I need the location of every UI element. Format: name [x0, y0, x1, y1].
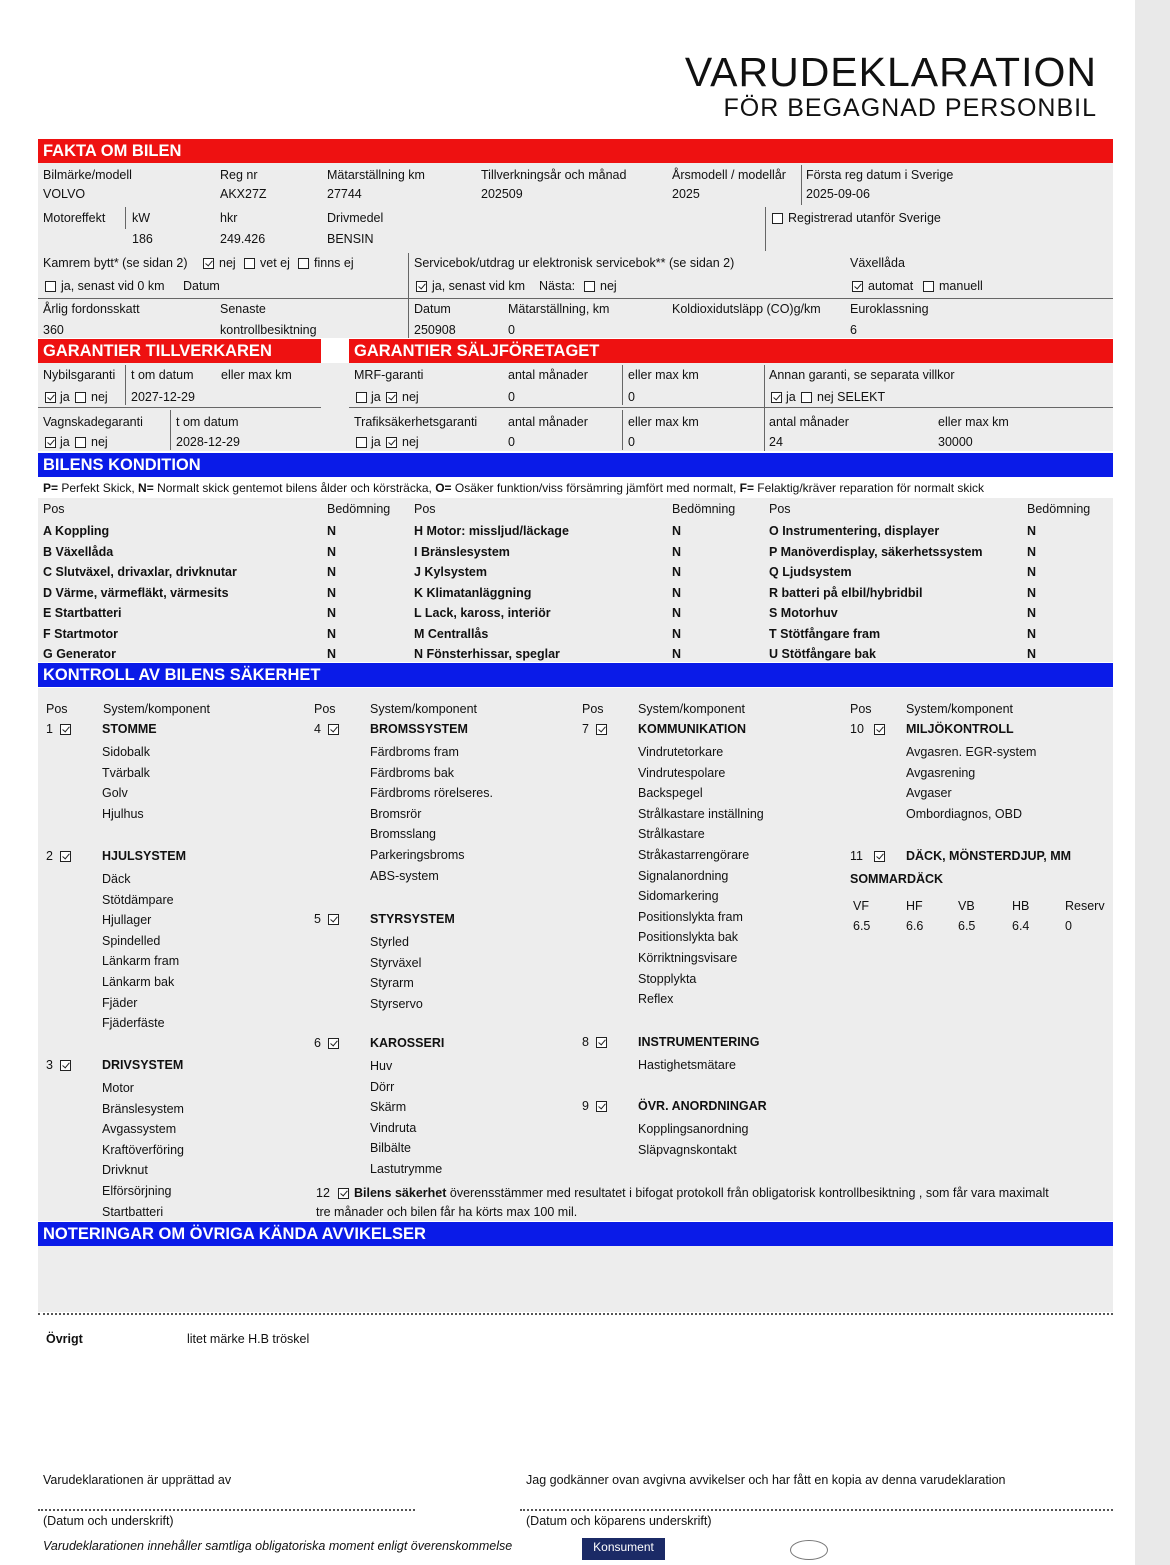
sakerhet-ovr-title: ÖVR. ANORDNINGAR — [638, 1099, 767, 1113]
mrf-nej-checkbox[interactable] — [386, 392, 397, 403]
model-year-label: Årsmodell / modellår — [672, 168, 786, 182]
sakerhet-styr-item: Styrservo — [370, 996, 423, 1011]
sakerhet-komm-item: Positionslykta fram — [638, 909, 743, 924]
insp-km-value: 0 — [508, 323, 515, 337]
euro-label: Euroklassning — [850, 302, 929, 316]
kondition-grade: N — [327, 647, 337, 661]
sakerhet-instr-pos: 8 — [582, 1035, 589, 1049]
kondition-grade-header: Bedömning — [672, 502, 736, 516]
kw-label: kW — [132, 211, 151, 225]
sakerhet-pos-header: Pos — [314, 702, 336, 716]
kondition-item: K Klimatanläggning — [414, 585, 532, 600]
dack-col-hb: HB — [1012, 899, 1030, 913]
servicebok-nej-label: nej — [600, 279, 617, 293]
vagnskada-tom-label: t om datum — [176, 415, 239, 429]
nybil-nej-checkbox[interactable] — [75, 392, 86, 403]
sakerhet-kaross-title: KAROSSERI — [370, 1036, 445, 1050]
servicebok-nej-checkbox[interactable] — [584, 281, 595, 292]
kondition-pos-header: Pos — [414, 502, 436, 516]
sakerhet-komm-item: Positionslykta bak — [638, 930, 739, 945]
mrf-ja-label: ja — [371, 390, 381, 404]
kondition-grade: N — [1027, 626, 1037, 641]
sakerhet-stomme-pos: 1 — [46, 722, 53, 736]
footer-left-label: Varudeklarationen är upprättad av — [43, 1473, 232, 1487]
p12-pos: 12 — [316, 1186, 330, 1200]
sakerhet-styr-title: STYRSYSTEM — [370, 912, 455, 926]
sakerhet-instr-title: INSTRUMENTERING — [638, 1035, 760, 1049]
footer-right-label: Jag godkänner ovan avgivna avvikelser och har fått en kopia av denna varudeklaration — [526, 1473, 1006, 1487]
sakerhet-stomme-item: Sidobalk — [102, 745, 150, 759]
sakerhet-styr-checkbox[interactable] — [328, 914, 339, 925]
sakerhet-miljo-item: Avgasrening — [906, 765, 976, 780]
kondition-grade: N — [672, 606, 682, 620]
sakerhet-hjul-item: Hjullager — [102, 913, 152, 928]
sakerhet-hjul-checkbox[interactable] — [60, 851, 71, 862]
kamrem-label: Kamrem bytt* (se sidan 2) — [43, 256, 188, 270]
sakerhet-komm-item: Strålkastare inställning — [638, 806, 764, 821]
sakerhet-hjul-item: Stötdämpare — [102, 892, 174, 907]
servicebok-nasta-label: Nästa: — [539, 279, 576, 293]
insp-date-label: Datum — [414, 302, 451, 316]
document-title: VARUDEKLARATION — [684, 49, 1097, 95]
kondition-item: U Stötfångare bak — [769, 647, 876, 661]
kamrem-nej-checkbox[interactable] — [203, 258, 214, 269]
power-label: Motoreffekt — [43, 211, 106, 225]
sakerhet-system-header: System/komponent — [906, 702, 1013, 716]
euro-value: 6 — [850, 323, 857, 337]
sakerhet-driv-pos: 3 — [46, 1058, 53, 1072]
kondition-item: S Motorhuv — [769, 606, 838, 620]
trafik-months-value: 0 — [508, 435, 515, 449]
mrf-km-value: 0 — [628, 390, 635, 404]
p12-text: Bilens säkerhet överensstämmer med resultatet i bifogat protokoll från obligatorisk kontrollbesiktning , som får vara maximalt — [354, 1186, 1049, 1200]
nybil-date: 2027-12-29 — [131, 390, 195, 404]
p12-text-2: tre månader och bilen får ha körts max 100 mil. — [316, 1205, 578, 1219]
sakerhet-miljo-pos: 10 — [850, 722, 864, 736]
reg-label: Reg nr — [220, 168, 258, 182]
hkr-value: 249.426 — [220, 232, 266, 246]
kondition-item: O Instrumentering, displayer — [769, 524, 940, 538]
sakerhet-stomme-title: STOMME — [102, 722, 157, 736]
sakerhet-pos-header: Pos — [46, 702, 68, 716]
sakerhet-kaross-pos: 6 — [314, 1036, 321, 1050]
mrf-months-value: 0 — [508, 390, 515, 404]
servicebok-ja-label: ja, senast vid km — [432, 279, 526, 293]
document-subtitle: FÖR BEGAGNAD PERSONBIL — [723, 94, 1097, 122]
kamrem-vetej-label: vet ej — [260, 256, 290, 270]
sakerhet-pos-header: Pos — [850, 702, 872, 716]
kondition-grade: N — [1027, 544, 1037, 559]
sakerhet-driv-item: Avgassystem — [102, 1122, 177, 1137]
vagnskada-nej-checkbox[interactable] — [75, 437, 86, 448]
sakerhet-driv-item: Drivknut — [102, 1163, 148, 1178]
mrf-label: MRF-garanti — [354, 368, 424, 382]
sakerhet-komm-item: Körriktningsvisare — [638, 951, 738, 965]
sakerhet-kaross-item: Huv — [370, 1059, 393, 1073]
sakerhet-broms-pos: 4 — [314, 722, 321, 736]
sakerhet-miljo-checkbox[interactable] — [874, 724, 885, 735]
sakerhet-hjul-item: Fjäder — [102, 995, 138, 1010]
trafik-nej-label: nej — [402, 435, 419, 449]
vagnskada-ja-label: ja — [60, 435, 70, 449]
sakerhet-komm-item: Signalanordning — [638, 868, 729, 883]
nybil-label: Nybilsgaranti — [43, 368, 116, 382]
seal-logo — [790, 1540, 828, 1560]
kondition-grade: N — [1027, 606, 1037, 620]
km-value: 27744 — [327, 187, 362, 201]
kondition-table — [38, 498, 1113, 662]
kondition-grade: N — [672, 647, 682, 661]
brand-value: VOLVO — [43, 187, 86, 201]
sakerhet-hjul-title: HJULSYSTEM — [102, 849, 187, 863]
nybil-ja-label: ja — [60, 390, 70, 404]
sakerhet-ovr-pos: 9 — [582, 1099, 589, 1113]
sakerhet-miljo-item: Ombordiagnos, OBD — [906, 806, 1023, 821]
kondition-pos-header: Pos — [43, 502, 65, 516]
annan-ja-checkbox[interactable] — [771, 392, 782, 403]
dack-val-hf: 6.6 — [906, 919, 924, 933]
sakerhet-driv-item: Bränslesystem — [102, 1101, 184, 1116]
vagnskada-date: 2028-12-29 — [176, 435, 240, 449]
annan-km-value: 30000 — [938, 435, 973, 449]
sakerhet-miljo-item: Avgasren. EGR-system — [906, 745, 1037, 759]
vagnskada-nej-label: nej — [91, 435, 108, 449]
trafik-ja-checkbox[interactable] — [356, 437, 367, 448]
trafik-ja-label: ja — [371, 435, 381, 449]
kondition-grade: N — [672, 585, 682, 600]
ovrigt-label: Övrigt — [46, 1332, 83, 1346]
sakerhet-styr-item: Styrled — [370, 935, 409, 949]
kondition-grade-header: Bedömning — [1027, 502, 1091, 516]
kw-value: 186 — [132, 232, 153, 246]
sakerhet-broms-item: Färdbroms bak — [370, 765, 455, 780]
sakerhet-instr-item: Hastighetsmätare — [638, 1058, 736, 1072]
sakerhet-instr-checkbox[interactable] — [596, 1037, 607, 1048]
konsument-badge: Konsument — [582, 1538, 665, 1560]
insp-date-value: 250908 — [414, 323, 456, 337]
sakerhet-broms-item: ABS-system — [370, 868, 439, 883]
kondition-grade-header: Bedömning — [327, 502, 391, 516]
nybil-ja-checkbox[interactable] — [45, 392, 56, 403]
dack-col-reserv: Reserv — [1065, 899, 1105, 913]
kondition-legend: P= Perfekt Skick, N= Normalt skick gentemot bilens ålder och körsträcka, O= Osäker funktion/viss försämring jämfört med normalt, F= Felaktig/kräver reparation för normalt skick — [43, 481, 985, 495]
fakta-heading: FAKTA OM BILEN — [38, 139, 1113, 163]
kondition-item: B Växellåda — [43, 544, 114, 559]
first-reg-label: Första reg datum i Sverige — [806, 168, 954, 182]
kondition-item: T Stötfångare fram — [769, 626, 881, 641]
sakerhet-dack-checkbox[interactable] — [874, 851, 885, 862]
sakerhet-stomme-item: Hjulhus — [102, 806, 144, 821]
nybil-tom-label: t om datum — [131, 368, 194, 382]
sakerhet-system-header: System/komponent — [370, 702, 477, 716]
kondition-grade: N — [327, 626, 337, 641]
kondition-item: R batteri på elbil/hybridbil — [769, 585, 923, 600]
sakerhet-driv-item: Startbatteri — [102, 1204, 164, 1219]
kondition-item: J Kylsystem — [414, 565, 487, 579]
registered-outside-checkbox[interactable] — [772, 213, 783, 224]
dack-val-vb: 6.5 — [958, 919, 976, 933]
sakerhet-komm-item: Sidomarkering — [638, 889, 719, 904]
first-reg-value: 2025-09-06 — [806, 187, 870, 201]
dack-val-reserv: 0 — [1065, 919, 1072, 933]
annan-months-label: antal månader — [769, 415, 849, 429]
gearbox-automat-checkbox[interactable] — [852, 281, 863, 292]
kondition-item: N Fönsterhissar, speglar — [414, 647, 560, 661]
sakerhet-kaross-item: Vindruta — [370, 1120, 417, 1135]
sakerhet-ovr-checkbox[interactable] — [596, 1101, 607, 1112]
annan-months-value: 24 — [769, 435, 783, 449]
sakerhet-komm-title: KOMMUNIKATION — [638, 722, 747, 736]
insp-km-label: Mätarställning, km — [508, 302, 610, 316]
sakerhet-komm-item: Backspegel — [638, 786, 703, 801]
kamrem-ja-checkbox[interactable] — [45, 281, 56, 292]
vagnskada-label: Vagnskadegaranti — [43, 415, 143, 429]
kondition-item: C Slutväxel, drivaxlar, drivknutar — [43, 565, 237, 579]
co2-label: Koldioxidutsläpp (CO)g/km — [672, 302, 821, 316]
trafik-nej-checkbox[interactable] — [386, 437, 397, 448]
sakerhet-hjul-item: Länkarm bak — [102, 975, 175, 989]
sakerhet-stomme-item: Tvärbalk — [102, 765, 150, 780]
footer-note: Varudeklarationen innehåller samtliga obligatoriska moment enligt överenskommelse — [43, 1539, 513, 1553]
sakerhet-stomme-item: Golv — [102, 786, 128, 801]
sakerhet-kaross-checkbox[interactable] — [328, 1038, 339, 1049]
p12-checkbox[interactable] — [338, 1188, 349, 1199]
sakerhet-kaross-item: Dörr — [370, 1079, 395, 1094]
kondition-grade: N — [672, 626, 682, 641]
kamrem-ja-label: ja, senast vid 0 km — [61, 279, 165, 293]
vagnskada-ja-checkbox[interactable] — [45, 437, 56, 448]
dack-val-hb: 6.4 — [1012, 919, 1030, 933]
sakerhet-driv-item: Motor — [102, 1081, 134, 1095]
mrf-ja-checkbox[interactable] — [356, 392, 367, 403]
sakerhet-styr-pos: 5 — [314, 912, 321, 926]
sakerhet-komm-item: Strålkastare — [638, 827, 705, 842]
mfg-label: Tillverkningsår och månad — [481, 168, 627, 182]
sakerhet-kaross-item: Skärm — [370, 1100, 407, 1115]
kondition-item: A Koppling — [43, 524, 110, 538]
annan-selekt: nej SELEKT — [817, 390, 886, 404]
dack-col-hf: HF — [906, 899, 923, 913]
kamrem-finnsej-checkbox[interactable] — [298, 258, 309, 269]
noteringar-field[interactable] — [38, 1246, 1113, 1312]
kondition-pos-header: Pos — [769, 502, 791, 516]
kondition-heading: BILENS KONDITION — [38, 453, 1113, 477]
kondition-grade: N — [327, 544, 337, 559]
sakerhet-komm-pos: 7 — [582, 722, 589, 736]
sakerhet-broms-item: Parkeringsbroms — [370, 848, 465, 862]
kondition-item: F Startmotor — [43, 626, 118, 641]
kondition-grade: N — [327, 524, 337, 538]
sakerhet-broms-item: Bromsrör — [370, 806, 422, 821]
sakerhet-broms-item: Bromsslang — [370, 827, 436, 842]
sakerhet-ovr-item: Kopplingsanordning — [638, 1122, 749, 1136]
trafik-label: Trafiksäkerhetsgaranti — [354, 415, 478, 429]
sakerhet-komm-item: Vindrutetorkare — [638, 745, 724, 759]
kondition-grade: N — [672, 524, 682, 538]
mrf-nej-label: nej — [402, 390, 419, 404]
sakerhet-pos-header: Pos — [582, 702, 604, 716]
sakerhet-hjul-item: Fjäderfäste — [102, 1016, 165, 1031]
nybil-maxkm-label: eller max km — [221, 368, 292, 382]
brand-label: Bilmärke/modell — [43, 168, 132, 182]
sakerhet-driv-title: DRIVSYSTEM — [102, 1058, 184, 1072]
footer-right-sig: (Datum och köparens underskrift) — [526, 1514, 712, 1528]
kondition-grade: N — [327, 585, 337, 600]
inspection-label: Senaste — [220, 302, 266, 316]
kondition-item: G Generator — [43, 647, 116, 661]
kondition-item: M Centrallås — [414, 626, 489, 641]
mrf-months-label: antal månader — [508, 368, 588, 382]
sakerhet-driv-checkbox[interactable] — [60, 1060, 71, 1071]
servicebok-label: Servicebok/utdrag ur elektronisk servicebok** (se sidan 2) — [414, 256, 735, 270]
sakerhet-komm-item: Vindrutespolare — [638, 765, 726, 780]
kondition-item: P Manöverdisplay, säkerhetssystem — [769, 544, 983, 559]
sakerhet-broms-item: Färdbroms rörelseres. — [370, 786, 493, 801]
reg-value: AKX27Z — [220, 187, 267, 201]
sakerhet-styr-item: Styrväxel — [370, 955, 422, 970]
inspection-label-2: kontrollbesiktning — [220, 323, 317, 337]
sakerhet-miljo-title: MILJÖKONTROLL — [906, 722, 1014, 736]
kondition-item: Q Ljudsystem — [769, 565, 852, 579]
gearbox-manuell-checkbox[interactable] — [923, 281, 934, 292]
sakerhet-komm-checkbox[interactable] — [596, 724, 607, 735]
sakerhet-kaross-item: Bilbälte — [370, 1141, 411, 1156]
gearbox-manuell-label: manuell — [939, 279, 983, 293]
dack-val-vf: 6.5 — [853, 919, 871, 933]
sakerhet-dack-title: DÄCK, MÖNSTERDJUP, MM — [906, 849, 1072, 863]
sakerhet-hjul-pos: 2 — [46, 849, 53, 863]
sakerhet-broms-item: Färdbroms fram — [370, 745, 459, 759]
dack-col-vb: VB — [958, 899, 975, 913]
kondition-grade: N — [327, 606, 337, 620]
ovrigt-value: litet märke H.B tröskel — [187, 1332, 310, 1346]
kondition-grade: N — [672, 544, 682, 559]
sakerhet-system-header: System/komponent — [638, 702, 745, 716]
annan-km-label: eller max km — [938, 415, 1009, 429]
tax-label: Årlig fordonsskatt — [43, 302, 140, 316]
annan-ja-label: ja — [786, 390, 796, 404]
sakerhet-broms-title: BROMSSYSTEM — [370, 722, 468, 736]
kondition-grade: N — [327, 565, 337, 579]
sakerhet-heading: KONTROLL AV BILENS SÄKERHET — [38, 663, 1113, 687]
kondition-grade: N — [1027, 524, 1037, 538]
annan-nej-checkbox[interactable] — [801, 392, 812, 403]
trafik-months-label: antal månader — [508, 415, 588, 429]
mfg-value: 202509 — [481, 187, 523, 201]
sakerhet-komm-item: Stråkastarrengörare — [638, 848, 750, 862]
trafik-km-value: 0 — [628, 435, 635, 449]
buyer-signature-line[interactable] — [520, 1509, 1113, 1511]
sakerhet-hjul-item: Länkarm fram — [102, 954, 180, 969]
sakerhet-hjul-item: Däck — [102, 872, 131, 886]
page-right-margin — [1135, 0, 1170, 1565]
kondition-grade: N — [1027, 647, 1037, 661]
footer-left-sig: (Datum och underskrift) — [43, 1514, 174, 1528]
kondition-item: I Bränslesystem — [414, 544, 510, 559]
kondition-item: D Värme, värmefläkt, värmesits — [43, 585, 229, 600]
kamrem-finnsej-label: finns ej — [314, 256, 354, 270]
sakerhet-driv-item: Elförsörjning — [102, 1184, 172, 1198]
mrf-km-label: eller max km — [628, 368, 699, 382]
sakerhet-driv-item: Kraftöverföring — [102, 1142, 184, 1157]
gearbox-label: Växellåda — [850, 256, 905, 270]
model-year-value: 2025 — [672, 187, 700, 201]
sakerhet-komm-item: Reflex — [638, 992, 674, 1007]
nybil-nej-label: nej — [91, 390, 108, 404]
garantier-tillverkaren-heading: GARANTIER TILLVERKAREN — [38, 339, 321, 363]
kamrem-vetej-checkbox[interactable] — [244, 258, 255, 269]
sakerhet-system-header: System/komponent — [103, 702, 210, 716]
sakerhet-ovr-item: Släpvagnskontakt — [638, 1142, 737, 1157]
km-label: Mätarställning km — [327, 168, 425, 182]
sakerhet-komm-item: Stopplykta — [638, 971, 697, 986]
kondition-item: L Lack, kaross, interiör — [414, 606, 551, 620]
fuel-value: BENSIN — [327, 232, 374, 246]
seller-signature-line[interactable] — [38, 1509, 415, 1511]
hkr-label: hkr — [220, 211, 238, 225]
sakerhet-miljo-item: Avgaser — [906, 786, 952, 801]
kamrem-nej-label: nej — [219, 256, 236, 270]
registered-outside-label: Registrerad utanför Sverige — [788, 211, 941, 225]
noteringar-heading: NOTERINGAR OM ÖVRIGA KÄNDA AVVIKELSER — [38, 1222, 1113, 1246]
sakerhet-hjul-item: Spindelled — [102, 933, 161, 948]
kondition-grade: N — [1027, 585, 1037, 600]
sakerhet-styr-item: Styrarm — [370, 976, 414, 991]
sakerhet-stomme-checkbox[interactable] — [60, 724, 71, 735]
kondition-grade: N — [1027, 565, 1037, 579]
tax-value: 360 — [43, 323, 64, 337]
gearbox-automat-label: automat — [868, 279, 914, 293]
trafik-km-label: eller max km — [628, 415, 699, 429]
kamrem-datum-label: Datum — [183, 279, 220, 293]
annan-label: Annan garanti, se separata villkor — [769, 368, 955, 382]
kondition-item: H Motor: missljud/läckage — [414, 524, 569, 538]
dack-sub: SOMMARDÄCK — [850, 872, 944, 886]
sakerhet-dack-pos: 11 — [850, 849, 863, 863]
sakerhet-kaross-item: Lastutrymme — [370, 1162, 443, 1176]
kondition-item: E Startbatteri — [43, 606, 122, 620]
sakerhet-broms-checkbox[interactable] — [328, 724, 339, 735]
kondition-grade: N — [672, 565, 682, 579]
garantier-salj-heading: GARANTIER SÄLJFÖRETAGET — [349, 339, 1113, 363]
fuel-label: Drivmedel — [327, 211, 384, 225]
dack-col-vf: VF — [853, 899, 869, 913]
servicebok-ja-checkbox[interactable] — [416, 281, 427, 292]
